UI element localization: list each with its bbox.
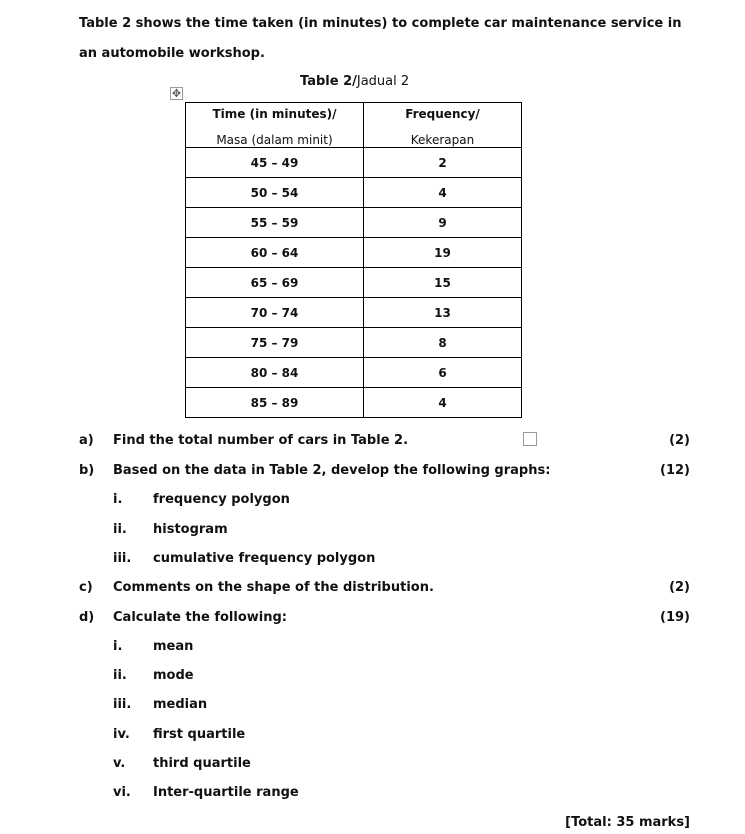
question-b-text: Based on the data in Table 2, develop the following graphs:: [113, 463, 551, 478]
table-row: [186, 358, 522, 388]
sub-item-label: i.: [113, 492, 123, 507]
header-frequency[interactable]: [364, 103, 522, 148]
table-row: [186, 268, 522, 298]
sub-item-label: ii.: [113, 522, 127, 537]
cell-time[interactable]: 45 – 49: [186, 148, 364, 178]
question-a-text: Find the total number of cars in Table 2.: [113, 433, 409, 448]
cell-time[interactable]: 85 – 89: [186, 388, 364, 418]
question-b-label: b): [79, 463, 95, 478]
cell-frequency[interactable]: 6: [364, 358, 522, 388]
sub-item-label: iv.: [113, 727, 130, 742]
cell-time[interactable]: 80 – 84: [186, 358, 364, 388]
cell-frequency[interactable]: 15: [364, 268, 522, 298]
caption-malay: Jadual 2: [356, 74, 410, 89]
sub-item-text: Inter-quartile range: [153, 785, 299, 800]
sub-item-text: third quartile: [153, 756, 251, 771]
header-time-english: Time (in minutes)/: [212, 107, 337, 121]
question-a-marks: (2): [669, 433, 690, 448]
header-frequency-malay: Kekerapan: [410, 133, 475, 147]
question-c-label: c): [79, 580, 93, 595]
cell-frequency[interactable]: 4: [364, 178, 522, 208]
sub-item-label: v.: [113, 756, 126, 771]
cell-frequency[interactable]: 9: [364, 208, 522, 238]
intro-line-2: an automobile workshop.: [79, 46, 265, 61]
sub-item-text: cumulative frequency polygon: [153, 551, 376, 566]
question-c-marks: (2): [669, 580, 690, 595]
cell-time[interactable]: 70 – 74: [186, 298, 364, 328]
table-row: [186, 238, 522, 268]
sub-item-label: vi.: [113, 785, 131, 800]
header-frequency-english: Frequency/: [405, 107, 480, 121]
table-row: [186, 328, 522, 358]
question-b-marks: (12): [660, 463, 690, 478]
sub-item-text: frequency polygon: [153, 492, 290, 507]
table-row: [186, 178, 522, 208]
checkbox-icon[interactable]: [523, 432, 537, 446]
cell-frequency[interactable]: 2: [364, 148, 522, 178]
table-row: [186, 208, 522, 238]
cell-frequency[interactable]: 4: [364, 388, 522, 418]
header-time-malay: Masa (dalam minit): [216, 133, 333, 147]
sub-item-label: i.: [113, 639, 123, 654]
sub-item-text: mean: [153, 639, 194, 654]
cell-frequency[interactable]: 8: [364, 328, 522, 358]
table-header-row: [186, 103, 522, 148]
cell-frequency[interactable]: 13: [364, 298, 522, 328]
frequency-table: [185, 102, 522, 418]
sub-item-label: iii.: [113, 697, 132, 712]
sub-item-text: first quartile: [153, 727, 246, 742]
sub-item-label: ii.: [113, 668, 127, 683]
table-caption: [300, 74, 409, 89]
cell-time[interactable]: 60 – 64: [186, 238, 364, 268]
sub-item-text: median: [153, 697, 208, 712]
cell-time[interactable]: 50 – 54: [186, 178, 364, 208]
sub-item-text: mode: [153, 668, 194, 683]
cell-time[interactable]: 75 – 79: [186, 328, 364, 358]
header-time[interactable]: [186, 103, 364, 148]
question-a-label: a): [79, 433, 94, 448]
table-row: [186, 148, 522, 178]
move-icon[interactable]: ✥: [171, 87, 182, 100]
sub-item-label: iii.: [113, 551, 132, 566]
question-c-text: Comments on the shape of the distribution.: [113, 580, 434, 595]
table-row: [186, 388, 522, 418]
cell-time[interactable]: 55 – 59: [186, 208, 364, 238]
cell-time[interactable]: 65 – 69: [186, 268, 364, 298]
caption-english: Table 2/: [300, 74, 357, 89]
cell-frequency[interactable]: 19: [364, 238, 522, 268]
question-d-label: d): [79, 610, 95, 625]
question-d-marks: (19): [660, 610, 690, 625]
sub-item-text: histogram: [153, 522, 228, 537]
total-marks: [Total: 35 marks]: [565, 815, 690, 830]
intro-line-1: Table 2 shows the time taken (in minutes) to complete car maintenance service in: [79, 16, 682, 31]
table-row: [186, 298, 522, 328]
question-d-text: Calculate the following:: [113, 610, 287, 625]
